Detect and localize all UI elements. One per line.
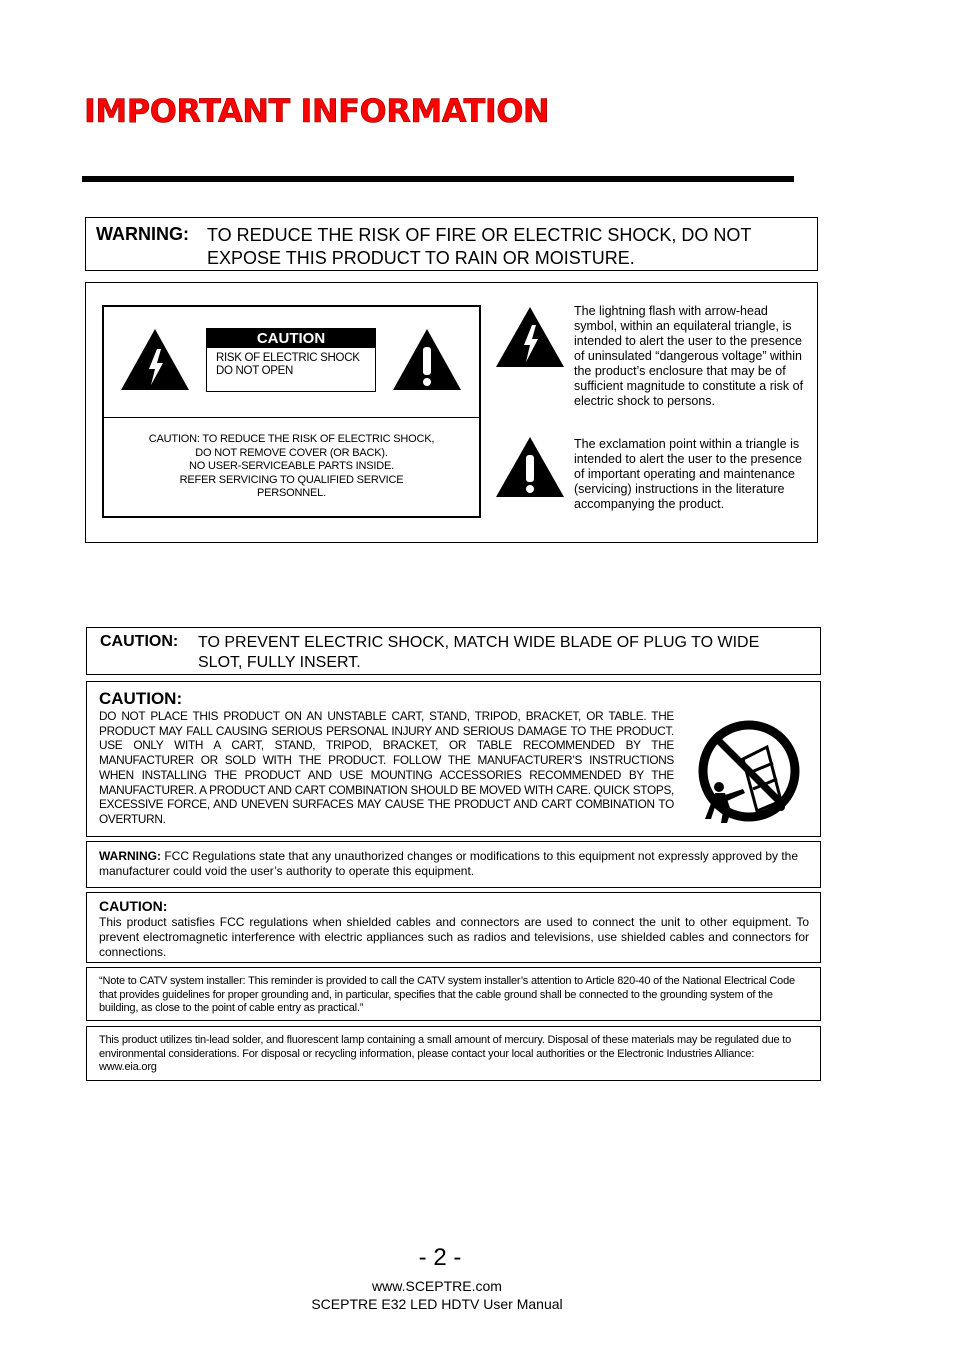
caution-label xyxy=(206,328,376,392)
warning-text: TO REDUCE THE RISK OF FIRE OR ELECTRIC SHOCK, DO NOT EXPOSE THIS PRODUCT TO RAIN OR MOISTURE. xyxy=(207,225,752,268)
warning-label: WARNING: xyxy=(96,224,189,244)
shielded-cables-text: This product satisfies FCC regulations when shielded cables and connectors are used to connect the unit to other equipment. To prevent electromagnetic interference with electric appliances such as radios and televisions, use shielded cables and connectors for connections. xyxy=(99,915,809,959)
plug-caution-box xyxy=(86,627,821,675)
exclamation-triangle-icon xyxy=(391,327,463,392)
cart-caution-box xyxy=(86,681,821,837)
cart-tip-over-icon xyxy=(697,715,801,827)
caution-instructions-text: CAUTION: TO REDUCE THE RISK OF ELECTRIC SHOCK, DO NOT REMOVE COVER (OR BACK). NO USER-SERVICEABLE PARTS INSIDE. REFER SERVICING TO QUALIFIED SERVICE PERSONNEL. xyxy=(148,433,435,499)
fcc-warning-box xyxy=(86,841,821,888)
caution-label-heading: CAUTION xyxy=(207,329,375,348)
cart-caution-text: DO NOT PLACE THIS PRODUCT ON AN UNSTABLE CART, STAND, TRIPOD, BRACKET, OR TABLE. THE PRODUCT MAY FALL CAUSING SERIOUS PERSONAL INJURY AND SERIOUS DAMAGE TO THE PRODUCT. USE ONLY WITH A CART, STAND, TRIPOD, BRACKET, OR TABLE RECOMMENDED BY THE MANUFACTURER OR SOLD WITH THE PRODUCT. FOLLOW THE MANUFACTURER’S INSTRUCTIONS WHEN INSTALLING THE PRODUCT AND USE MOUNTING ACCESSORIES RECOMMENDED BY THE MANUFACTURER. A PRODUCT AND CART COMBINATION SHOULD BE MOVED WITH CARE. QUICK STOPS, EXCESSIVE FORCE, AND UNEVEN SURFACES MAY CAUSE THE PRODUCT AND CART COMBINATION TO OVERTURN. xyxy=(99,709,674,826)
exclamation-symbol-icon xyxy=(494,435,566,499)
mercury-note-text: This product utilizes tin-lead solder, and fluorescent lamp containing a small amount of mercury. Disposal of these materials may be regulated due to environmental considerations. For disposal or recycling information, please contact your local authorities or the Electronic Industries Alliance: www.eia.org xyxy=(99,1034,792,1073)
lightning-symbol-icon xyxy=(494,305,566,369)
footer-manual-title: SCEPTRE E32 LED HDTV User Manual xyxy=(311,1296,563,1312)
lightning-symbol-description: The lightning flash with arrow-head symbol, within an equilateral triangle, is intended to alert the user to the presence of uninsulated “dangerous voltage” within the product’s enclosure that may be of sufficient magnitude to constitute a risk of electric shock to persons. xyxy=(574,304,804,408)
fcc-warning-label: WARNING: xyxy=(99,849,161,863)
fcc-warning-text xyxy=(99,849,799,879)
mercury-note-box xyxy=(86,1026,821,1081)
shielded-cables-heading: CAUTION: xyxy=(99,898,168,914)
plug-caution-label: CAUTION: xyxy=(100,633,179,650)
page-number: - 2 - xyxy=(418,1244,462,1271)
catv-note-text: “Note to CATV system installer: This reminder is provided to call the CATV system installer’s attention to Article 820-40 of the National Electrical Code that provides guidelines for proper grounding and, in particular, specifies that the cable ground shall be connected to the grounding system of the building, as close to the point of cable entry as practical.” xyxy=(99,975,795,1014)
page-title: IMPORTANT INFORMATION xyxy=(84,92,550,130)
catv-note-box xyxy=(86,967,821,1021)
caution-label-body: RISK OF ELECTRIC SHOCK DO NOT OPEN xyxy=(216,352,360,377)
warning-box xyxy=(85,217,818,271)
cart-caution-heading: CAUTION: xyxy=(99,689,183,708)
lightning-triangle-icon xyxy=(119,327,191,392)
footer-url: www.SCEPTRE.com xyxy=(372,1278,502,1294)
plug-caution-text: TO PREVENT ELECTRIC SHOCK, MATCH WIDE BLADE OF PLUG TO WIDE SLOT, FULLY INSERT. xyxy=(198,634,760,671)
shielded-cables-box xyxy=(86,892,821,963)
fcc-warning-body: FCC Regulations state that any unauthorized changes or modifications to this equipment not expressly approved by the manufacturer could void the user’s authority to operate this equipment. xyxy=(99,849,799,878)
caution-instructions-panel xyxy=(102,417,481,518)
title-rule xyxy=(82,176,794,182)
exclamation-symbol-description: The exclamation point within a triangle is intended to alert the user to the presence of important operating and maintenance (servicing) instructions in the literature accompanying the product. xyxy=(574,437,802,511)
